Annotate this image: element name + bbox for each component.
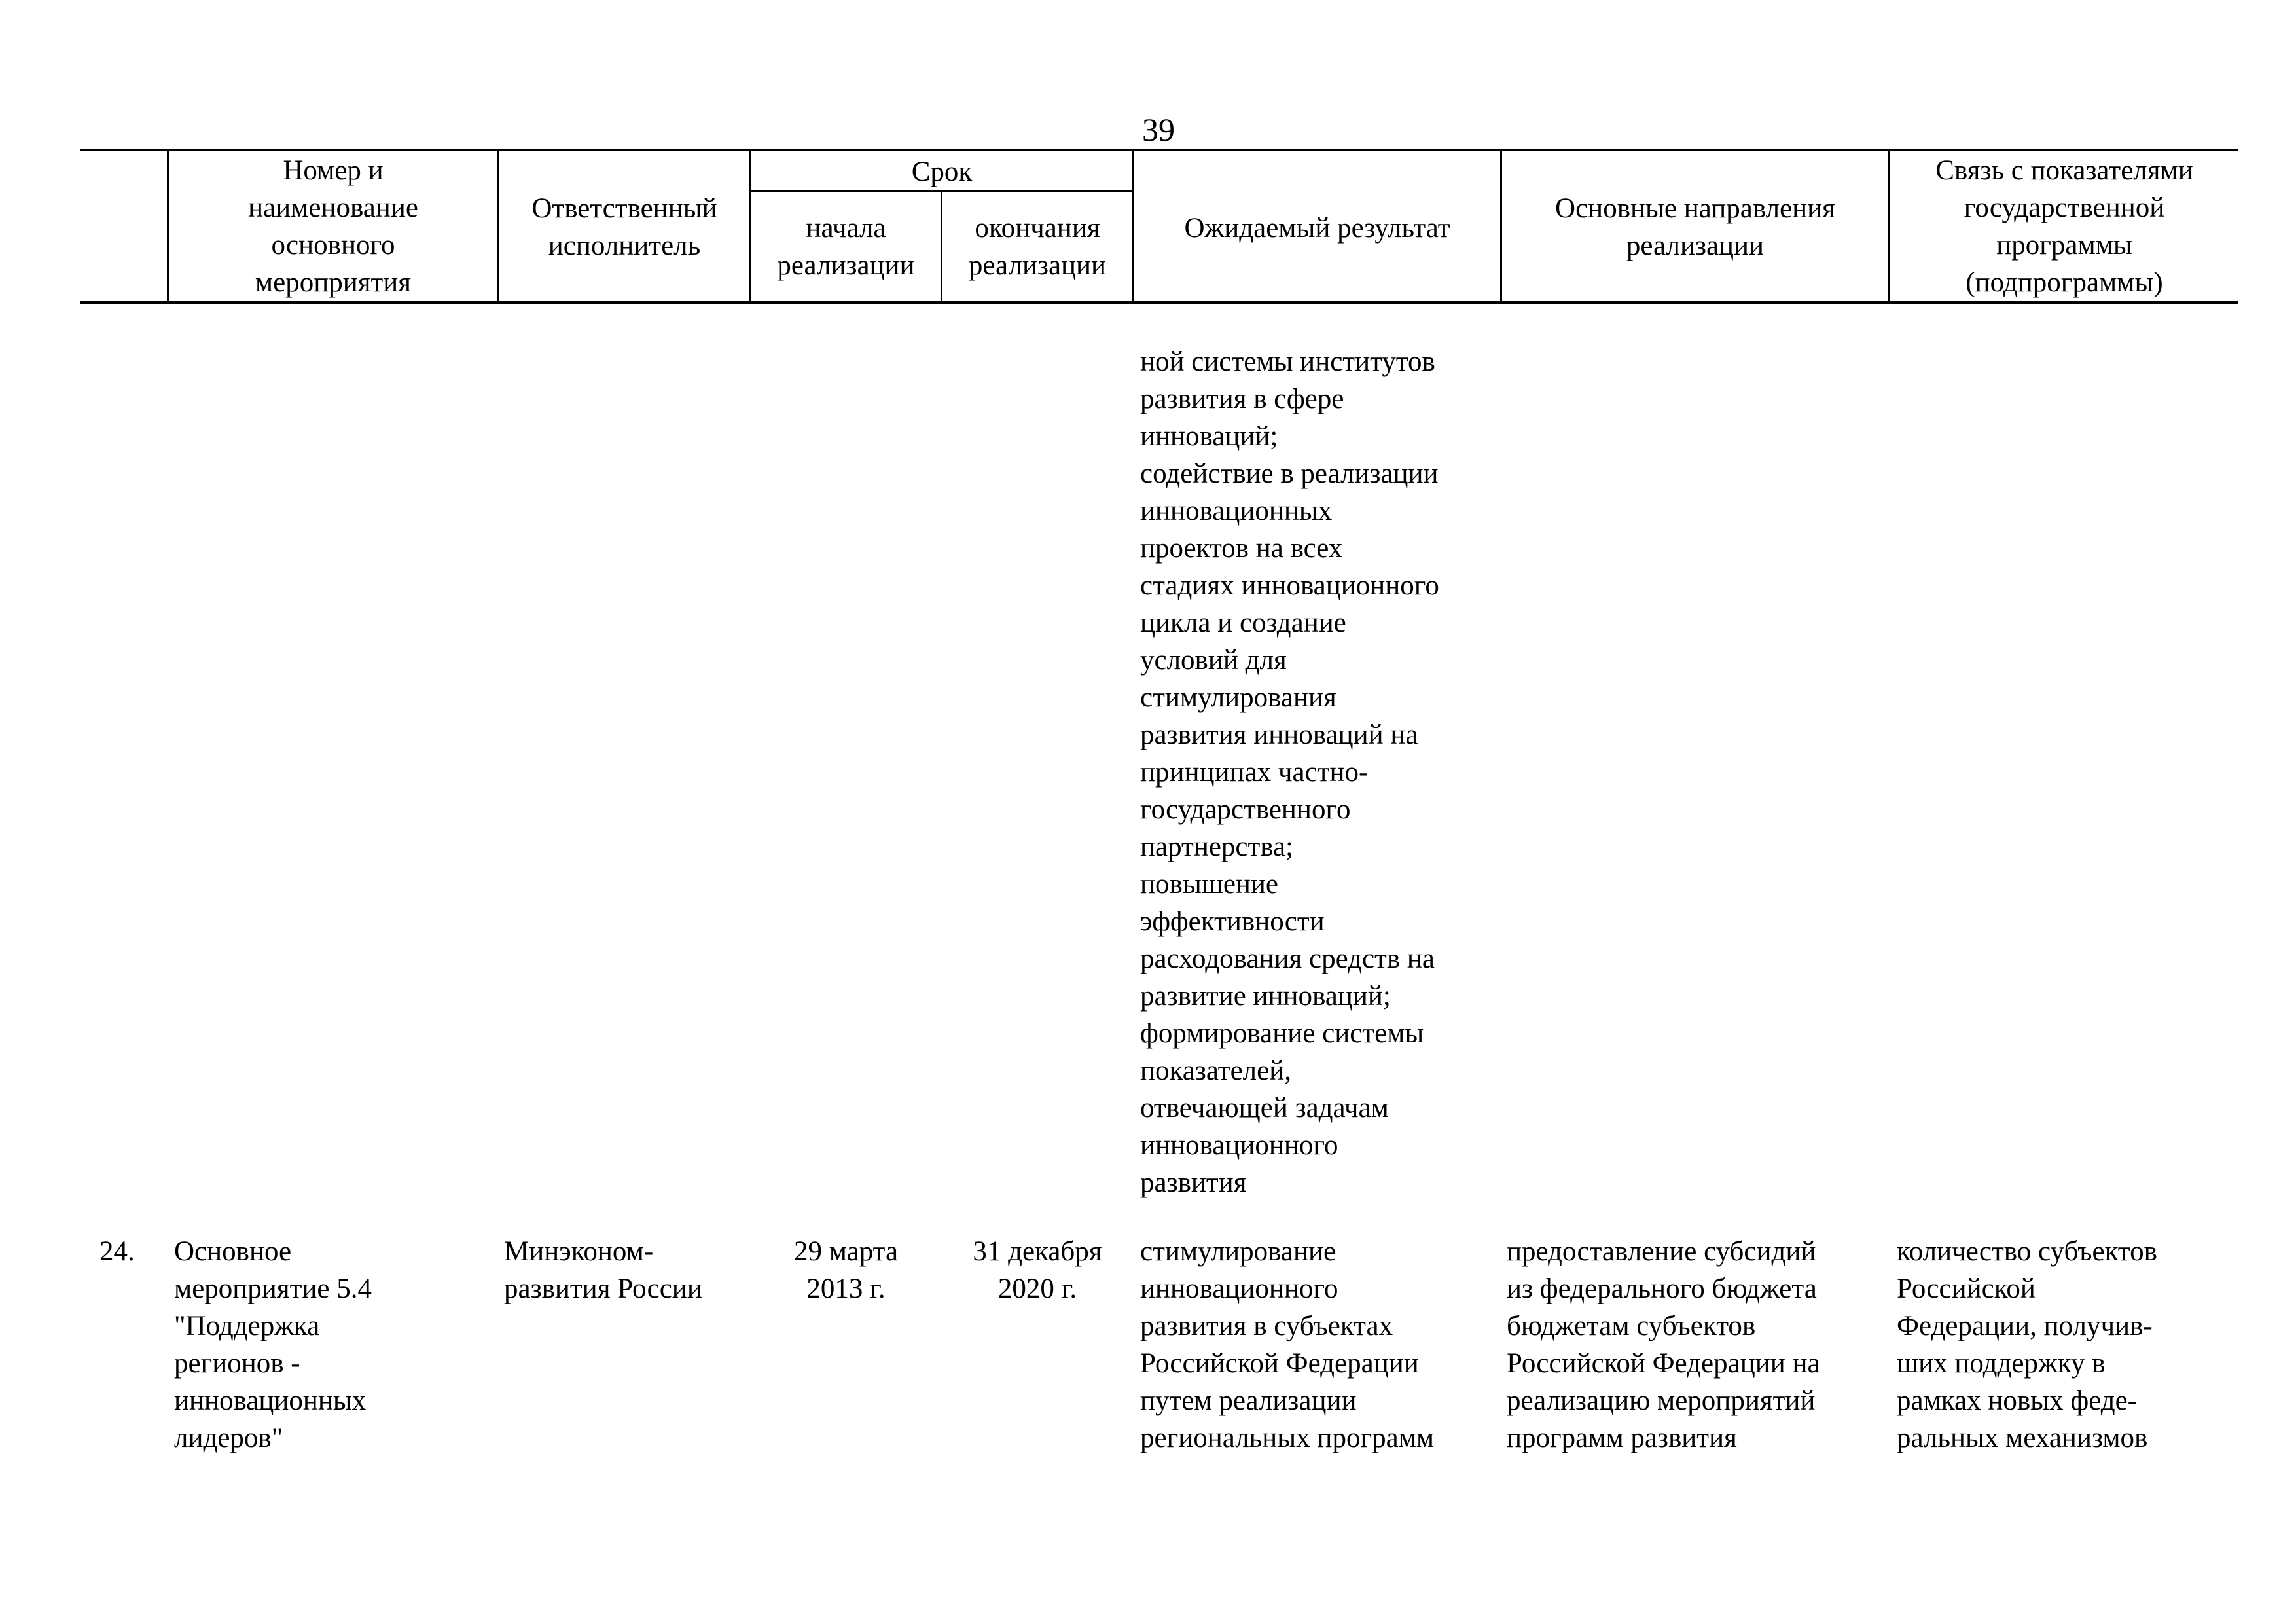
header-result-cell: Ожидаемый результат [1184,213,1450,244]
row-start-date: 29 марта 2013 г. [793,1236,899,1304]
row-executor: Минэконом- развития России [504,1236,702,1304]
header-start-cell: начала реализации [777,213,915,281]
header-indicators-cell: Связь с показателями государственной программы (подпрограммы) [1935,155,2193,298]
row-end-date: 31 декабря 2020 г. [973,1236,1102,1304]
continuation-result-text: ной системы институтов развития в сфере инноваций; содействие в реализации инновационных проектов на всех стадиях инновационного цикла и создание условий для стимулирования развития инноваций на принципах частно- государственного партнерства; повышение эффективности расходования средств на развитие инноваций; формирование системы показателей, отвечающей задачам инновационного развития [1140,346,1439,1198]
header-name-cell: Номер и наименование основного мероприятия [248,155,418,298]
header-executor-cell: Ответственный исполнитель [531,193,717,261]
page-number: 39 [1142,111,1175,148]
header-end-cell: окончания реализации [968,213,1107,281]
row-expected-result: стимулирование инновационного развития в субъектах Российской Федерации путем реализации региональных программ [1140,1236,1435,1453]
row-name: Основное мероприятие 5.4 "Поддержка регионов - инновационных лидеров" [174,1236,372,1453]
row-number: 24. [99,1236,135,1267]
header-term-cell: Срок [911,156,973,187]
header-bottom-rule [80,301,2238,304]
row-indicators: количество субъектов Российской Федерации, получив- ших поддержку в рамках новых феде- ральных механизмов [1897,1236,2157,1453]
header-directions-cell: Основные направления реализации [1555,193,1835,261]
header-top-rule [80,149,2238,151]
row-directions: предоставление субсидий из федерального бюджета бюджетам субъектов Российской Федерации на реализацию мероприятий программ развития [1507,1236,1820,1453]
